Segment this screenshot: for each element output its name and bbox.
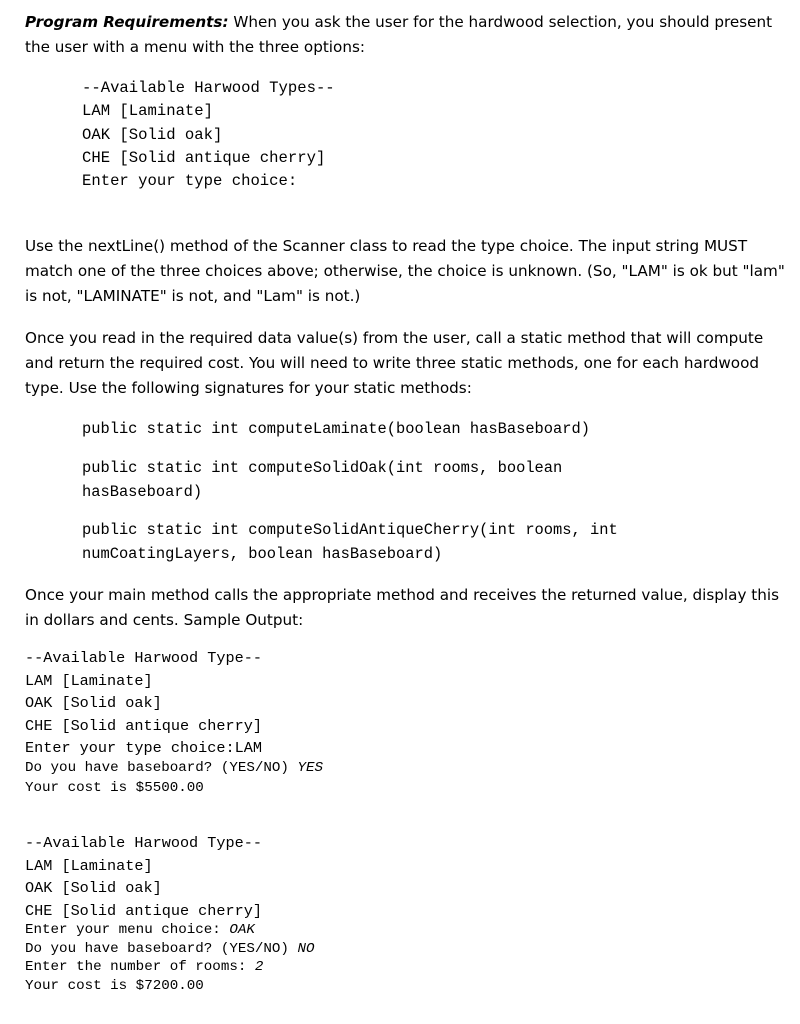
- intro-text: When you ask the user for the hardwood selection, you should present the user with a menu with the three options:: [25, 13, 773, 56]
- nextline-paragraph: Use the nextLine() method of the Scanner class to read the type choice. The input string MUST match one of the three choices above; otherwise, the choice is unknown. (So, "LAM" is ok but "lam" is not, "LAMINATE" is not, and "Lam" is not.): [25, 237, 785, 305]
- requirements-label: Program Requirements:: [25, 13, 229, 31]
- signature-antique-cherry: public static int computeSolidAntiqueCherry(int rooms, int numCoatingLayers, boolean hasBaseboard): [82, 521, 618, 563]
- sample-menu-line: OAK [Solid oak]: [25, 879, 162, 897]
- sample-output-1: [25, 647, 262, 760]
- sample-menu-line: --Available Harwood Type--: [25, 834, 262, 852]
- cost-line: Your cost is $7200.00: [25, 977, 204, 994]
- display-paragraph: Once your main method calls the appropriate method and receives the returned value, display this in dollars and cents. Sample Output:: [25, 586, 779, 629]
- baseboard-input: NO: [297, 940, 315, 957]
- baseboard-input: YES: [297, 760, 323, 776]
- intro-paragraph: [25, 10, 787, 60]
- baseboard-prompt: Do you have baseboard? (YES/NO): [25, 940, 298, 957]
- sample-prompt-input: LAM: [234, 739, 262, 757]
- static-methods-paragraph: Once you read in the required data value(s) from the user, call a static method that will compute and return the required cost. You will need to write three static methods, one for each hardwood type. Use the following signatures for your static methods:: [25, 329, 764, 397]
- sample-menu-line: --Available Harwood Type--: [25, 649, 262, 667]
- rooms-input: 2: [254, 959, 264, 975]
- signature-solid-oak: public static int computeSolidOak(int rooms, boolean hasBaseboard): [82, 459, 563, 501]
- sample-prompt: Enter your type choice:: [25, 739, 235, 757]
- sample-menu-line: LAM [Laminate]: [25, 856, 153, 875]
- signature-laminate: public static int computeLaminate(boolean hasBaseboard): [82, 420, 590, 438]
- sample-output-2-result: [25, 921, 314, 995]
- rooms-prompt: Enter the number of rooms:: [25, 959, 255, 975]
- menu-line: --Available Harwood Types--: [82, 79, 335, 97]
- sample-menu-line: OAK [Solid oak]: [25, 694, 162, 712]
- cost-line: Your cost is $5500.00: [25, 779, 204, 796]
- menu-line: OAK [Solid oak]: [82, 125, 223, 144]
- menu-prompt-input: OAK: [229, 922, 255, 938]
- baseboard-prompt: Do you have baseboard? (YES/NO): [25, 760, 298, 776]
- menu-line: LAM [Laminate]: [82, 102, 214, 121]
- sample-output-2: [25, 832, 262, 922]
- menu-line: CHE [Solid antique cherry]: [82, 148, 326, 167]
- sample-menu-line: CHE [Solid antique cherry]: [25, 716, 262, 735]
- menu-line: Enter your type choice:: [82, 172, 298, 191]
- menu-prompt: Enter your menu choice:: [25, 922, 230, 938]
- sample-output-1-result: [25, 759, 323, 798]
- sample-menu-line: CHE [Solid antique cherry]: [25, 901, 262, 920]
- menu-example: [82, 77, 335, 193]
- sample-menu-line: LAM [Laminate]: [25, 671, 153, 690]
